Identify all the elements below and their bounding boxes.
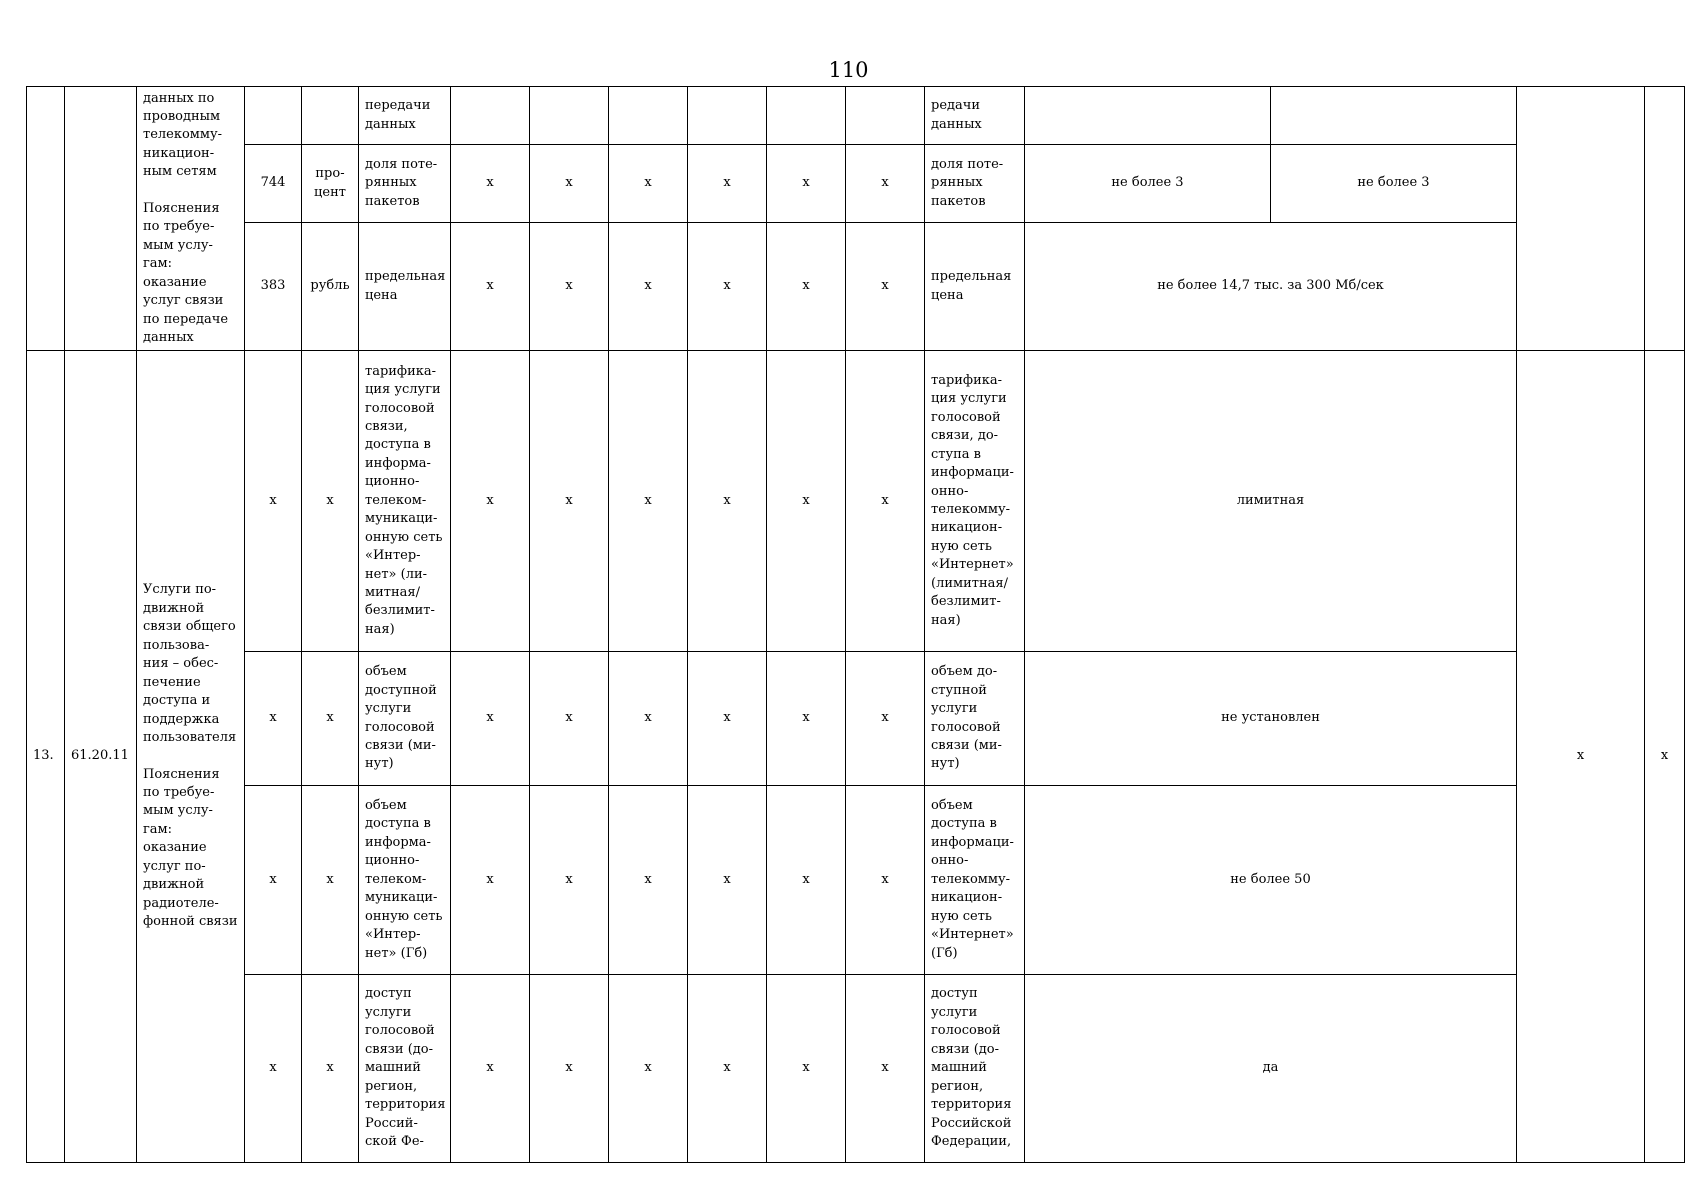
- x-mark: x: [688, 786, 767, 975]
- row13-sub3-value: не более 50: [1230, 871, 1311, 887]
- row12-sub0-char: передачи данных: [365, 98, 431, 132]
- row12-sub1-value-a: не более 3: [1111, 175, 1184, 191]
- row12-sub2-value: не более 14,7 тыс. за 300 Мб/сек: [1157, 278, 1384, 294]
- row12-sub1-value-b: не более 3: [1357, 175, 1430, 191]
- row13-sub4-value: да: [1262, 1060, 1279, 1076]
- row12-sub2-char: предельная цена: [365, 269, 446, 303]
- x-mark: x: [245, 652, 302, 786]
- x-mark: x: [846, 223, 925, 351]
- x-mark: x: [609, 786, 688, 975]
- row13-num: 13.: [33, 748, 54, 764]
- row13-sub3-req-char: объем доступа в информаци- онно- телекомму- никацион- ную сеть «Интернет» (Гб): [931, 797, 1014, 961]
- row13-name-cell: [137, 351, 245, 1163]
- row13-name: Услуги по- движной связи общего пользова- ния – обес- печение доступа и поддержка пользователя: [143, 582, 237, 746]
- x-mark: x: [846, 652, 925, 786]
- row13-sub4-char: доступ услуги голосовой связи (до- машний регион, территория Россий- ской Фе-: [365, 986, 446, 1150]
- x-mark: x: [609, 351, 688, 652]
- x-mark: x: [609, 223, 688, 351]
- row13-sub4-req-char: доступ услуги голосовой связи (до- машний регион, территория Российской Федерации,: [931, 986, 1012, 1150]
- row12-sub1-req-char: доля поте- рянных пакетов: [931, 156, 1004, 209]
- x-mark: x: [767, 652, 846, 786]
- x-mark: x: [451, 145, 530, 223]
- table-row: [27, 975, 1685, 1163]
- x-mark: x: [846, 351, 925, 652]
- x-mark: x: [846, 975, 925, 1163]
- x-mark: x: [609, 652, 688, 786]
- x-mark: x: [530, 975, 609, 1163]
- table-row: [27, 87, 1685, 145]
- table-row: [27, 652, 1685, 786]
- row12-sub2-unit: рубль: [310, 278, 350, 294]
- table-row: [27, 351, 1685, 652]
- x-mark: x: [688, 652, 767, 786]
- row12-sub2-req-char: предельная цена: [931, 269, 1012, 303]
- x-mark: x: [530, 223, 609, 351]
- x-mark: x: [688, 145, 767, 223]
- row13-sub2-req-char: объем до- ступной услуги голосовой связи (ми- нут): [931, 664, 1002, 772]
- x-mark: x: [767, 351, 846, 652]
- x-mark: x: [688, 351, 767, 652]
- x-mark: x: [302, 786, 359, 975]
- x-mark: x: [688, 975, 767, 1163]
- row12-sub1-code: 744: [260, 175, 286, 191]
- x-mark: x: [846, 145, 925, 223]
- row13-sub2-char: объем доступной услуги голосовой связи (ми- нут): [365, 664, 437, 772]
- x-mark: x: [767, 223, 846, 351]
- row12-okpd-cell: [65, 87, 137, 351]
- row12-num-cell: [27, 87, 65, 351]
- x-mark: x: [609, 975, 688, 1163]
- row13-note: Пояснения по требуе- мым услу- гам: оказание услуг по- движной радиотеле- фонной связи: [143, 766, 238, 930]
- row12-name: данных по проводным телекомму- никацион- ным сетям: [143, 90, 223, 180]
- row13-sub3-char: объем доступа в информа- ционно- телеком- муникаци- онную сеть «Интер- нет» (Гб): [365, 797, 443, 961]
- x-mark: x: [767, 786, 846, 975]
- x-mark: x: [451, 786, 530, 975]
- row13-sub1-char: тарифика- ция услуги голосовой связи, доступа в информа- ционно- телеком- муникаци- онную сеть «Интер- нет» (ли- митная/ безлимит- ная): [365, 363, 443, 637]
- x-mark: x: [302, 351, 359, 652]
- row12-sub1-char: доля поте- рянных пакетов: [365, 156, 438, 209]
- x-mark: x: [245, 786, 302, 975]
- table-row: [27, 145, 1685, 223]
- page-number: 110: [828, 58, 869, 82]
- x-mark: x: [688, 223, 767, 351]
- x-mark: x: [245, 975, 302, 1163]
- row13-sub2-value: не установлен: [1221, 710, 1320, 726]
- x-mark: x: [530, 351, 609, 652]
- row13-sub1-req-char: тарифика- ция услуги голосовой связи, до- ступа в информаци- онно- телекомму- никацион- ную сеть «Интернет» (лимитная/ безлимит- ная): [931, 372, 1014, 628]
- requirements-table: [26, 86, 1685, 1163]
- x-mark: x: [302, 652, 359, 786]
- x-mark: x: [1645, 351, 1685, 1163]
- row13-sub1-value: лимитная: [1236, 492, 1305, 508]
- x-mark: x: [609, 145, 688, 223]
- row12-note: Пояснения по требуе- мым услу- гам: оказание услуг связи по передаче данных: [143, 200, 229, 345]
- x-mark: x: [302, 975, 359, 1163]
- table-row: [27, 223, 1685, 351]
- x-mark: x: [530, 652, 609, 786]
- x-mark: x: [767, 975, 846, 1163]
- x-mark: x: [1517, 351, 1645, 1163]
- row12-name-cell: [137, 87, 245, 351]
- x-mark: x: [767, 145, 846, 223]
- x-mark: x: [451, 223, 530, 351]
- row13-okpd-cell: [65, 351, 137, 1163]
- row12-sub0-req-char: редачи данных: [931, 98, 982, 132]
- x-mark: x: [846, 786, 925, 975]
- x-mark: x: [451, 975, 530, 1163]
- x-mark: x: [245, 351, 302, 652]
- row12-sub1-unit: про- цент: [314, 166, 346, 200]
- x-mark: x: [451, 652, 530, 786]
- row13-okpd: 61.20.11: [71, 748, 129, 764]
- table-row: [27, 786, 1685, 975]
- row12-sub2-code: 383: [260, 278, 286, 294]
- x-mark: x: [530, 786, 609, 975]
- x-mark: x: [530, 145, 609, 223]
- row13-num-cell: [27, 351, 65, 1163]
- x-mark: x: [451, 351, 530, 652]
